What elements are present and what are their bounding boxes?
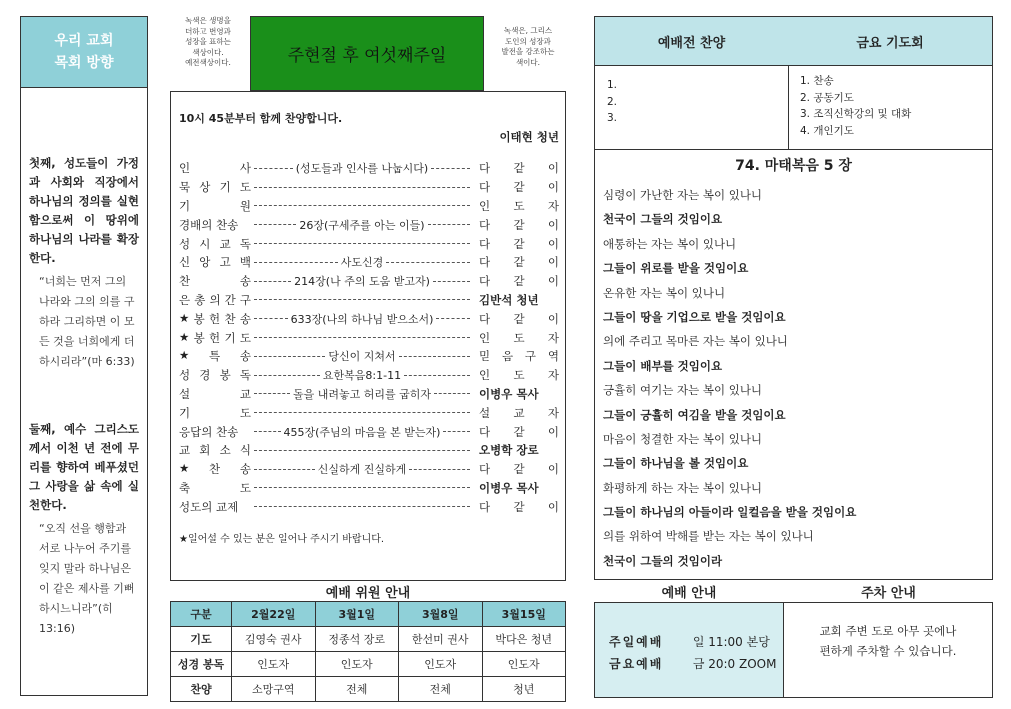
list-item: 1. 찬송 [800, 75, 834, 87]
reading-title: 74. 마태복음 5 장 [735, 158, 852, 174]
order-item-name: 신 앙 고 백 [179, 255, 251, 270]
order-item-name: 경배의 찬송 [179, 217, 239, 232]
order-item-person: 다 같 이 [479, 236, 559, 251]
committee-cell: 한선미 권사 [399, 627, 483, 652]
order-item-content-text: 당신이 지쳐서 [328, 350, 396, 364]
order-item-person: 다 같 이 [479, 161, 559, 176]
reading-line: 의를 위하여 박해를 받는 자는 복이 있나니 [603, 529, 814, 544]
order-item-content-text: 요한복음8:1-11 [322, 369, 402, 383]
direction-second: 둘째, 예수 그리스도께서 이천 년 전에 무리를 향하여 베푸셨던 그 사랑을 삶 속에 실천한다. [29, 422, 139, 512]
list-item: 3. 조직신학강의 및 대화 [800, 108, 912, 120]
reading-line: 그들이 땅을 기업으로 받을 것임이요 [603, 309, 786, 324]
order-item-name: ★ 특 송 [179, 348, 251, 364]
order-item-content [251, 487, 473, 488]
committee-cell: 기도 [171, 627, 232, 652]
parking-text-line: 편하게 주차할 수 있습니다. [819, 644, 957, 658]
order-item-person: 다 같 이 [479, 311, 559, 326]
service-row [609, 631, 783, 653]
reading-line: 긍휼히 여기는 자는 복이 있나니 [603, 383, 763, 398]
order-item-content [251, 205, 473, 206]
order-item-person: 다 같 이 [479, 180, 559, 195]
order-item-content [251, 348, 473, 364]
order-item-content-text: 455장(주님의 마음을 본 받는자) [283, 425, 441, 439]
order-item-person: 다 같 이 [479, 462, 559, 477]
service-row [609, 653, 783, 675]
committee-header-cell: 2월22일 [232, 602, 316, 627]
service-time: 일 11:00 본당 [692, 635, 770, 649]
order-item-person: 다 같 이 [479, 217, 559, 232]
worship-order-row [179, 347, 559, 366]
committee-row [171, 627, 566, 652]
sunday-title [250, 16, 484, 91]
order-item-person: 이병우 목사 [479, 480, 539, 495]
worship-order-row [179, 479, 559, 498]
order-item-name: 성 시 교 독 [179, 236, 251, 251]
direction-heading-line2: 목회 방향 [54, 55, 114, 71]
worship-order-row [179, 460, 559, 479]
order-item-name: ★ 봉 헌 찬 송 [179, 310, 251, 326]
service-time: 금 20:0 ZOOM [692, 657, 777, 671]
friday-prayer-list [788, 65, 911, 139]
reading-line: 마음이 청결한 자는 복이 있나니 [603, 431, 763, 446]
friday-prayer-title: 금요 기도회 [788, 17, 992, 66]
order-item-person: 다 같 이 [479, 499, 559, 514]
service-info-title: 예배 안내 [661, 586, 717, 601]
worship-order-row [179, 272, 559, 291]
reading-line: 심령이 가난한 자는 복이 있나니 [603, 188, 763, 202]
worship-order-list [179, 159, 559, 516]
committee-header-cell: 3월15일 [482, 602, 566, 627]
order-item-content [251, 187, 473, 188]
reading-line: 그들이 하나님의 아들이라 일컬음을 받을 것임이요 [603, 505, 857, 520]
order-item-name: 성도의 교제 [179, 499, 239, 514]
order-item-content [251, 243, 473, 244]
direction-second-verse: “오직 선을 행함과 서로 나누어 주기를 잊지 말라 하나님은 이 같은 제사를 기뻐하시느니라”(히 13:16) [39, 522, 135, 635]
order-item-content-text: 사도신경 [340, 256, 384, 270]
direction-first-verse: “너희는 먼저 그의 나라와 그의 의를 구하라 그리하면 이 모든 것을 너희에게 더하시리라”(마 6:33) [39, 275, 135, 368]
order-item-name: 성 경 봉 독 [179, 368, 251, 383]
order-item-name: 묵 상 기 도 [179, 180, 251, 195]
committee-row [171, 677, 566, 702]
order-item-content [251, 273, 473, 289]
order-item-name: 기 원 [179, 198, 251, 213]
committee-cell: 인도자 [232, 652, 316, 677]
order-item-content [251, 461, 473, 477]
order-item-content-text: 214장(나 주의 도움 받고자) [294, 275, 430, 289]
order-item-person: 믿 음 구 역 [479, 349, 559, 364]
committee-cell: 청년 [482, 677, 566, 702]
committee-header-cell: 구분 [171, 602, 232, 627]
committee-cell: 인도자 [399, 652, 483, 677]
reading-line: 천국이 그들의 것임이요 [603, 212, 723, 227]
parking-info [784, 602, 993, 698]
committee-header-cell: 3월8일 [399, 602, 483, 627]
order-item-content [251, 160, 473, 176]
parking-info-title: 주차 안내 [861, 586, 916, 601]
committee-cell: 전체 [315, 677, 399, 702]
committee-cell: 전체 [399, 677, 483, 702]
order-item-content [251, 217, 473, 233]
order-item-content [251, 386, 473, 402]
reading-line: 천국이 그들의 것임이라 [603, 553, 723, 568]
order-item-name: ★ 봉 헌 기 도 [179, 329, 251, 345]
order-item-name: 설 교 [179, 386, 251, 401]
order-item-content [251, 299, 473, 300]
pre-worship-praise-title: 예배전 찬양 [595, 17, 789, 66]
order-item-person: 설 교 자 [479, 405, 559, 420]
order-item-person: 다 같 이 [479, 424, 559, 439]
worship-order-row [179, 215, 559, 234]
worship-order-row [179, 178, 559, 197]
praise-prayer-table [594, 16, 993, 150]
order-item-person: 다 같 이 [479, 274, 559, 289]
order-item-content [251, 412, 473, 413]
order-item-name: 기 도 [179, 405, 251, 420]
committee-cell: 인도자 [315, 652, 399, 677]
reading-line: 화평하게 하는 자는 복이 있나니 [603, 480, 763, 495]
order-item-content [251, 424, 473, 440]
reading-line: 그들이 긍휼히 여김을 받을 것임이요 [603, 407, 786, 422]
service-label: 금요예배 [609, 657, 664, 671]
order-item-person: 이병우 목사 [479, 386, 539, 401]
liturgical-color-note-right: 녹색은, 그리스 도인의 성장과 발전을 강조하는 색이다. [501, 26, 555, 67]
reading-line: 온유한 자는 복이 있나니 [603, 285, 726, 300]
order-item-name: 축 도 [179, 480, 251, 495]
list-item: 1. [607, 79, 618, 91]
worship-order-row [179, 197, 559, 216]
order-item-content-text: (성도들과 인사를 나눕시다) [295, 162, 429, 176]
worship-order-row [179, 234, 559, 253]
service-info [594, 602, 784, 698]
worship-order-row [179, 253, 559, 272]
order-item-person: 오병학 장로 [479, 443, 539, 458]
direction-heading-line1: 우리 교회 [54, 33, 114, 49]
committee-cell: 성경 봉독 [171, 652, 232, 677]
worship-order [170, 91, 566, 581]
list-item: 2. 공동기도 [800, 91, 854, 104]
order-item-content [251, 506, 473, 507]
liturgical-color-note-left: 녹색은 생명을 더하고 번영과 성장을 표하는 색상이다. 예전색상이다. [185, 16, 231, 67]
order-item-content-text: 633장(나의 하나님 받으소서) [290, 312, 434, 326]
order-item-person: 다 같 이 [479, 255, 559, 270]
committee-cell: 소망구역 [232, 677, 316, 702]
reading-line: 의에 주리고 목마른 자는 복이 있나니 [603, 334, 788, 349]
direction-first: 첫째, 성도들이 가정과 사회와 직장에서 하나님의 정의를 실현함으로써 이 땅위에 하나님의 나라를 확장한다. [29, 156, 139, 265]
worship-order-row [179, 309, 559, 328]
order-item-content [251, 311, 473, 327]
reading-line: 애통하는 자는 복이 있나니 [603, 236, 737, 251]
committee-title: 예배 위원 안내 [325, 586, 411, 601]
committee-cell: 정종석 장로 [315, 627, 399, 652]
service-label: 주일예배 [609, 635, 664, 649]
standing-note: ★일어설 수 있는 분은 일어나 주시기 바랍니다. [179, 534, 385, 546]
order-item-content-text: 신실하게 진실하게 [317, 463, 407, 477]
order-item-person: 인 도 자 [479, 330, 559, 345]
committee-cell: 인도자 [482, 652, 566, 677]
order-item-content [251, 450, 473, 451]
worship-order-row [179, 422, 559, 441]
reading-line: 그들이 위로를 받을 것임이요 [603, 261, 749, 276]
committee-cell: 김영숙 권사 [232, 627, 316, 652]
order-item-person: 김반석 청년 [479, 292, 539, 307]
order-item-content-text: 돌을 내려놓고 허리를 굽히자 [293, 387, 432, 401]
sunday-title-text: 주현절 후 여섯째주일 [287, 46, 447, 66]
reading-line: 그들이 배부를 것임이요 [603, 358, 723, 373]
committee-table [170, 601, 566, 702]
reading-lines [603, 183, 984, 573]
worship-order-row [179, 328, 559, 347]
worship-order-row [179, 497, 559, 516]
responsive-reading [594, 150, 993, 580]
order-item-content [251, 367, 473, 383]
reading-line: 그들이 하나님을 볼 것임이요 [603, 456, 749, 471]
order-item-name: 교 회 소 식 [179, 443, 251, 458]
order-item-content [251, 254, 473, 270]
pre-worship-praise-list [595, 65, 617, 127]
order-item-name: 은 총 의 간 구 [179, 292, 251, 307]
worship-order-row [179, 291, 559, 310]
committee-header-cell: 3월1일 [315, 602, 399, 627]
list-item: 2. [607, 95, 618, 108]
worship-order-row [179, 441, 559, 460]
praise-leader: 이태현 청년 [499, 130, 559, 144]
list-item: 4. 개인기도 [800, 124, 854, 137]
parking-text-line: 교회 주변 도로 아무 곳에나 [819, 624, 957, 638]
direction-body [20, 88, 148, 696]
order-item-name: 인 사 [179, 161, 251, 176]
worship-order-row [179, 366, 559, 385]
committee-row [171, 652, 566, 677]
direction-heading [20, 16, 148, 88]
order-item-name: 찬 송 [179, 274, 251, 289]
worship-order-row [179, 159, 559, 178]
order-item-person: 인 도 자 [479, 368, 559, 383]
worship-order-row [179, 385, 559, 404]
worship-order-row [179, 403, 559, 422]
list-item: 3. [607, 112, 618, 124]
order-item-content-text: 26장(구세주를 아는 이들) [299, 218, 425, 232]
order-item-name: ★ 찬 송 [179, 461, 251, 477]
committee-cell: 찬양 [171, 677, 232, 702]
order-item-name: 응답의 찬송 [179, 424, 239, 439]
order-item-person: 인 도 자 [479, 198, 559, 213]
praise-intro: 10시 45분부터 함께 찬양합니다. [179, 112, 343, 125]
order-item-content [251, 337, 473, 338]
committee-cell: 박다은 청년 [482, 627, 566, 652]
committee-header-row [171, 602, 566, 627]
